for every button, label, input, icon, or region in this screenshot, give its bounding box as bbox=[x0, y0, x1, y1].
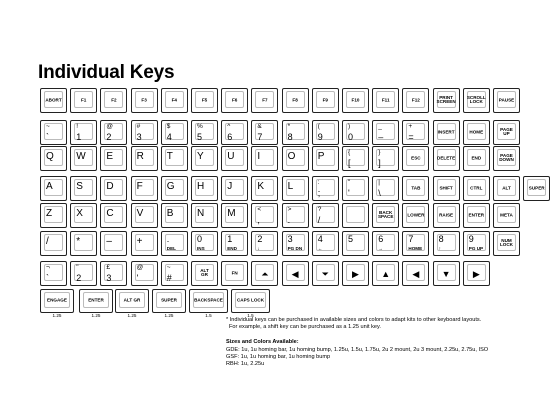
sizes-title: Sizes and Colors Available: bbox=[226, 339, 299, 346]
keycap bbox=[493, 203, 520, 228]
keycap bbox=[342, 88, 369, 113]
keycap-label: META bbox=[500, 211, 513, 217]
keycap bbox=[463, 203, 490, 228]
keycap-label: RAISE bbox=[439, 211, 454, 217]
keycap bbox=[372, 176, 399, 201]
keycap bbox=[493, 88, 520, 113]
keycap bbox=[463, 146, 490, 171]
keycap-number-legend: 9 bbox=[468, 234, 474, 244]
keycap-shift-legend: " bbox=[348, 179, 351, 186]
keycap-base-legend: # bbox=[166, 273, 172, 283]
keycap-base-legend: 7 bbox=[257, 132, 263, 142]
keycap bbox=[372, 231, 399, 256]
keycap bbox=[372, 146, 399, 171]
keycap bbox=[191, 231, 218, 256]
keycap-nav-legend: PG DN bbox=[287, 246, 303, 251]
keycap bbox=[100, 261, 127, 286]
keycap bbox=[251, 120, 278, 145]
keycap-label: SUPER bbox=[528, 184, 545, 190]
keycap bbox=[161, 261, 188, 286]
arrow-icon: ◀ bbox=[291, 269, 299, 279]
keycap-label: + bbox=[136, 236, 143, 247]
keycap bbox=[372, 120, 399, 145]
keycap bbox=[161, 120, 188, 145]
keycap-nav-legend: ← bbox=[317, 246, 323, 251]
keycap bbox=[221, 146, 248, 171]
keycap bbox=[342, 231, 369, 256]
keycap bbox=[251, 231, 278, 256]
keycap bbox=[312, 120, 339, 145]
arrow-icon: ▶ bbox=[472, 269, 480, 279]
keycap bbox=[40, 146, 67, 171]
keycap bbox=[402, 120, 429, 145]
keycap-base-legend: – bbox=[378, 132, 384, 142]
keycap-label: ALT GR bbox=[200, 267, 209, 278]
keycap bbox=[161, 231, 188, 256]
keycap bbox=[221, 120, 248, 145]
keycap bbox=[493, 146, 520, 171]
keycap-nav-legend: HOME bbox=[408, 246, 423, 251]
keycap bbox=[70, 203, 97, 228]
keycap-base-legend: , bbox=[257, 215, 260, 225]
keycap-label: CAPS LOCK bbox=[236, 297, 265, 303]
keycap-base-legend: ; bbox=[317, 188, 321, 198]
keycap-label: NUM LOCK bbox=[499, 237, 513, 248]
keycap-base-legend: = bbox=[408, 132, 414, 142]
keycap-label: SCROLL LOCK bbox=[466, 94, 486, 105]
keycap-label: X bbox=[76, 208, 83, 219]
keycap bbox=[70, 120, 97, 145]
keycap-label: ENTER bbox=[468, 211, 485, 217]
keycap-wide bbox=[231, 289, 270, 313]
keycap bbox=[221, 231, 248, 256]
keycap bbox=[312, 176, 339, 201]
keycap-number-legend: 0 bbox=[197, 234, 203, 244]
keycap bbox=[221, 88, 248, 113]
keycap bbox=[40, 203, 67, 228]
keycap bbox=[191, 88, 218, 113]
keycap bbox=[131, 203, 158, 228]
keycap-wide bbox=[152, 289, 186, 313]
keycap-number-legend: 2 bbox=[257, 234, 263, 244]
keycap-label: O bbox=[287, 151, 296, 162]
keycap bbox=[402, 88, 429, 113]
keycap bbox=[312, 231, 339, 256]
keycap-base-legend: ` bbox=[46, 273, 49, 283]
keycap bbox=[191, 203, 218, 228]
keycap bbox=[100, 231, 127, 256]
keycap-shift-legend: + bbox=[408, 123, 413, 130]
sizes-gsf: GSF: 1u, 1u homing bar, 1u homing bump bbox=[226, 353, 331, 360]
key-size-label: 1.5 bbox=[205, 313, 212, 318]
keycap-label: HOME bbox=[469, 128, 484, 134]
arrow-icon: ⏶ bbox=[261, 269, 269, 279]
page-title: Individual Keys bbox=[38, 62, 175, 83]
keycap-number-legend: 3 bbox=[287, 234, 293, 244]
keycap bbox=[251, 203, 278, 228]
keycap-label: B bbox=[166, 208, 174, 219]
keycap bbox=[312, 203, 339, 228]
keycap bbox=[221, 261, 248, 286]
keycap-label: F6 bbox=[232, 96, 238, 102]
keycap bbox=[463, 261, 490, 286]
keycap-base-legend: 9 bbox=[317, 132, 323, 142]
keycap-label: H bbox=[197, 181, 205, 192]
keycap bbox=[131, 88, 158, 113]
notes-block bbox=[226, 317, 488, 368]
keycap-shift-legend: _ bbox=[378, 123, 382, 130]
keycap bbox=[312, 146, 339, 171]
keycap bbox=[40, 176, 67, 201]
keycap bbox=[342, 261, 369, 286]
keycap-label: P bbox=[317, 151, 325, 162]
key-size-label: 1.25 bbox=[164, 313, 174, 318]
keycap-base-legend: ' bbox=[136, 273, 139, 283]
keycap-shift-legend: ^ bbox=[227, 123, 231, 130]
keycap-label: G bbox=[166, 181, 175, 192]
keycap-label: TAB bbox=[411, 184, 421, 190]
keycap-label: F bbox=[136, 181, 143, 192]
keycap-label: F10 bbox=[351, 96, 360, 102]
keycap-number-legend: 1 bbox=[227, 234, 233, 244]
keycap-wide bbox=[79, 289, 113, 313]
keycap bbox=[100, 176, 127, 201]
keycap-label: FN bbox=[231, 269, 238, 275]
keycap-shift-legend: * bbox=[287, 123, 291, 130]
keycap-nav-legend: ↑ bbox=[438, 246, 441, 251]
keycap-wide bbox=[40, 289, 74, 313]
keycap-number-legend: 6 bbox=[378, 234, 384, 244]
keycap-label: Y bbox=[197, 151, 204, 162]
keycap bbox=[161, 176, 188, 201]
keycap-base-legend: ` bbox=[46, 132, 49, 142]
keycap-label: R bbox=[136, 151, 144, 162]
keycap-label: D bbox=[106, 181, 114, 192]
keycap-label: F12 bbox=[411, 96, 420, 102]
keycap bbox=[342, 203, 369, 228]
keycap bbox=[161, 203, 188, 228]
keycap bbox=[282, 203, 309, 228]
keycap-label: INSERT bbox=[437, 128, 455, 134]
keycap bbox=[312, 88, 339, 113]
keycap-label: Z bbox=[46, 208, 53, 219]
keycap-nav-legend: → bbox=[378, 246, 383, 251]
keycap-base-legend: 0 bbox=[348, 132, 354, 142]
keycap-label: PAGE UP bbox=[500, 126, 513, 137]
keycap-label: J bbox=[227, 181, 233, 192]
arrow-icon: ▲ bbox=[381, 269, 391, 279]
keycap bbox=[342, 120, 369, 145]
keycap-label: END bbox=[471, 154, 482, 160]
keycap-label: DELETE bbox=[437, 154, 456, 160]
keycap-base-legend: ' bbox=[348, 188, 350, 198]
key-size-label: 1.25 bbox=[52, 313, 62, 318]
keycap-shift-legend: : bbox=[317, 179, 320, 186]
keycap bbox=[191, 120, 218, 145]
keycap bbox=[131, 146, 158, 171]
keycap-shift-legend: ~ bbox=[46, 123, 50, 130]
keycap-shift-legend: ? bbox=[317, 206, 322, 213]
keycap-label: F9 bbox=[322, 96, 328, 102]
keycap-label: SUPER bbox=[161, 297, 177, 303]
keycap-nav-legend: PG UP bbox=[468, 246, 484, 251]
keycap-shift-legend: " bbox=[76, 264, 79, 271]
keycap bbox=[463, 88, 490, 113]
keycap-label: F8 bbox=[292, 96, 298, 102]
keycap-shift-legend: > bbox=[287, 206, 292, 213]
keycap bbox=[161, 88, 188, 113]
keycap-label: V bbox=[136, 208, 144, 219]
keycap-shift-legend: £ bbox=[106, 264, 111, 271]
keycap-shift-legend: ~ bbox=[166, 264, 171, 271]
keycap-label: I bbox=[257, 151, 261, 162]
keycap-shift-legend: ¬ bbox=[46, 264, 50, 271]
keycap-shift-legend: & bbox=[257, 123, 262, 130]
keycap bbox=[433, 203, 460, 228]
keycap-number-legend: 5 bbox=[348, 234, 354, 244]
keycap bbox=[493, 120, 520, 145]
arrow-icon: ◀ bbox=[412, 269, 420, 279]
keycap bbox=[40, 88, 67, 113]
keycap-wide bbox=[189, 289, 228, 313]
keycap-shift-legend: { bbox=[348, 149, 351, 156]
keycap-shift-legend: # bbox=[136, 123, 141, 130]
keycap bbox=[282, 176, 309, 201]
keycap bbox=[191, 176, 218, 201]
keycap-nav-legend: INS bbox=[197, 246, 205, 251]
keycap-nav-legend: ↓ bbox=[257, 246, 260, 251]
keycap bbox=[221, 203, 248, 228]
keycap bbox=[161, 146, 188, 171]
keycap-base-legend: 5 bbox=[197, 132, 203, 142]
keycap bbox=[342, 146, 369, 171]
keycap-base-legend: 2 bbox=[106, 132, 112, 142]
keycap-label: BACKSPACE bbox=[194, 297, 223, 303]
keycap-base-legend: 8 bbox=[287, 132, 293, 142]
keycap bbox=[70, 176, 97, 201]
keycap-label: PAGE DOWN bbox=[499, 152, 514, 163]
keycap-label: BACK SPACE bbox=[377, 209, 394, 220]
keycap bbox=[40, 231, 67, 256]
keycap bbox=[402, 146, 429, 171]
keycap bbox=[100, 88, 127, 113]
keycap-base-legend: 6 bbox=[227, 132, 233, 142]
keycap bbox=[402, 231, 429, 256]
keycap bbox=[251, 176, 278, 201]
keycap-label: F11 bbox=[381, 96, 390, 102]
keycap-label: A bbox=[46, 181, 53, 192]
keycap-shift-legend: } bbox=[378, 149, 381, 156]
keycap bbox=[312, 261, 339, 286]
keycap-base-legend: . bbox=[287, 215, 291, 225]
keycap-base-legend: / bbox=[317, 215, 321, 225]
keycap bbox=[433, 88, 460, 113]
keycap-label: M bbox=[227, 208, 236, 219]
keycap bbox=[433, 120, 460, 145]
keycap bbox=[251, 261, 278, 286]
keycap bbox=[493, 176, 520, 201]
keycap-label: K bbox=[257, 181, 265, 192]
keycap-base-legend: [ bbox=[348, 158, 351, 168]
key-size-label: 1.5 bbox=[247, 313, 254, 318]
keycap-label: – bbox=[106, 236, 112, 247]
keycap-number-legend: . bbox=[166, 234, 170, 244]
keycap-shift-legend: @ bbox=[106, 123, 113, 130]
keycap bbox=[463, 231, 490, 256]
keycap-wide bbox=[115, 289, 149, 313]
keycap-label: PAUSE bbox=[498, 96, 515, 102]
keycap-label: L bbox=[287, 181, 294, 192]
keycap-shift-legend: @ bbox=[136, 264, 144, 271]
keycap bbox=[342, 176, 369, 201]
keycap bbox=[282, 120, 309, 145]
keycap bbox=[100, 146, 127, 171]
keycap bbox=[463, 176, 490, 201]
keycap bbox=[433, 261, 460, 286]
keycap-shift-legend: ! bbox=[76, 123, 78, 130]
keycap bbox=[100, 203, 127, 228]
keycap bbox=[191, 261, 218, 286]
keycap-number-legend: 7 bbox=[408, 234, 414, 244]
keycap bbox=[70, 261, 97, 286]
keycap bbox=[433, 231, 460, 256]
keycap-label: ABORT bbox=[45, 96, 62, 102]
keycap-label: ALT bbox=[502, 184, 511, 190]
keycap bbox=[221, 176, 248, 201]
arrow-icon: ⏷ bbox=[321, 269, 329, 279]
keycap bbox=[40, 261, 67, 286]
sizes-rbh: RBH: 1u, 2.25u bbox=[226, 361, 265, 368]
keycap-label: F2 bbox=[111, 96, 117, 102]
keycap bbox=[463, 120, 490, 145]
keycap bbox=[131, 231, 158, 256]
keycap-label: F4 bbox=[171, 96, 177, 102]
keycap-base-legend: ] bbox=[378, 158, 381, 168]
keycap bbox=[372, 261, 399, 286]
keycap-shift-legend: < bbox=[257, 206, 262, 213]
keycap-label: W bbox=[76, 151, 86, 162]
keycap bbox=[523, 176, 550, 201]
keycap-label: S bbox=[76, 181, 83, 192]
keycap bbox=[402, 203, 429, 228]
keycap-label: ENTER bbox=[88, 297, 104, 303]
keycap bbox=[251, 146, 278, 171]
keycap bbox=[402, 261, 429, 286]
keycap-shift-legend: | bbox=[378, 179, 380, 186]
keycap bbox=[251, 88, 278, 113]
keycap-label: LOWER bbox=[407, 211, 425, 217]
keycap-nav-legend: DEL bbox=[166, 246, 176, 251]
keycap-label: C bbox=[106, 208, 114, 219]
sizes-gde: GDE: 1u, 1u homing bar, 1u homing bump, 1.25u, 1.5u, 1.75u, 2u 2 mount, 2u 3 mount, 2.25u, 2.75u, ISO bbox=[226, 346, 489, 353]
arrow-icon: ▶ bbox=[352, 269, 359, 279]
keycap-label: SHIFT bbox=[439, 184, 453, 190]
keycap-label: Q bbox=[46, 151, 54, 162]
note-line-1: * Individual keys can be purchased in available sizes and colors to adapt kits to other keyboard layouts. bbox=[226, 317, 482, 323]
arrow-icon: ▼ bbox=[441, 269, 451, 279]
keycap-shift-legend: ( bbox=[317, 123, 320, 130]
keycap-label: F5 bbox=[201, 96, 208, 102]
keycap-base-legend: 2 bbox=[76, 273, 82, 283]
keycap-base-legend: \ bbox=[378, 188, 381, 198]
keycap-label: E bbox=[106, 151, 114, 162]
keycap-label: T bbox=[166, 151, 173, 162]
keycap-base-legend: 3 bbox=[136, 132, 142, 142]
keycap bbox=[282, 146, 309, 171]
keycap bbox=[402, 176, 429, 201]
keycap bbox=[433, 146, 460, 171]
keycap-label: F7 bbox=[262, 96, 268, 102]
keycap bbox=[131, 120, 158, 145]
keycap-label: ALT GR bbox=[123, 297, 141, 303]
keycap-shift-legend: ) bbox=[348, 123, 351, 130]
keycap bbox=[100, 120, 127, 145]
keycap-label: U bbox=[227, 151, 235, 162]
keycap bbox=[493, 231, 520, 256]
keycap-label: PRINT SCREEN bbox=[436, 94, 456, 105]
key-size-label: 1.25 bbox=[91, 313, 101, 318]
keycap bbox=[40, 120, 67, 145]
keycap-label: ESC bbox=[411, 154, 421, 160]
keycap-label: N bbox=[197, 208, 205, 219]
keycap bbox=[372, 203, 399, 228]
keycap-label: F1 bbox=[81, 96, 87, 102]
keycap-base-legend: 3 bbox=[106, 273, 112, 283]
keycap bbox=[131, 261, 158, 286]
note-line-2: For example, a shift key can be purchased as a 1.25 unit key. bbox=[229, 324, 381, 331]
keycap-shift-legend: % bbox=[197, 123, 203, 130]
keycap-label: / bbox=[46, 236, 49, 247]
key-size-label: 1.25 bbox=[127, 313, 137, 318]
keycap-shift-legend: $ bbox=[166, 123, 171, 130]
keycap-base-legend: 4 bbox=[166, 132, 172, 142]
keycap-base-legend: 1 bbox=[76, 132, 82, 142]
keycap-nav-legend: END bbox=[227, 246, 237, 251]
keycap bbox=[372, 88, 399, 113]
keycap bbox=[282, 231, 309, 256]
keycap bbox=[70, 88, 97, 113]
keycap-label: CTRL bbox=[470, 184, 483, 190]
keycap bbox=[282, 261, 309, 286]
keycap-label: * bbox=[76, 236, 81, 247]
keycap-number-legend: 8 bbox=[438, 234, 444, 244]
keycap-label: F3 bbox=[141, 96, 147, 102]
keycap-label: ENGAGE bbox=[47, 297, 67, 303]
keycap bbox=[433, 176, 460, 201]
keycap bbox=[70, 231, 97, 256]
keycap bbox=[282, 88, 309, 113]
keycap bbox=[70, 146, 97, 171]
keycap-number-legend: 4 bbox=[317, 234, 323, 244]
keycap bbox=[131, 176, 158, 201]
keycap bbox=[191, 146, 218, 171]
